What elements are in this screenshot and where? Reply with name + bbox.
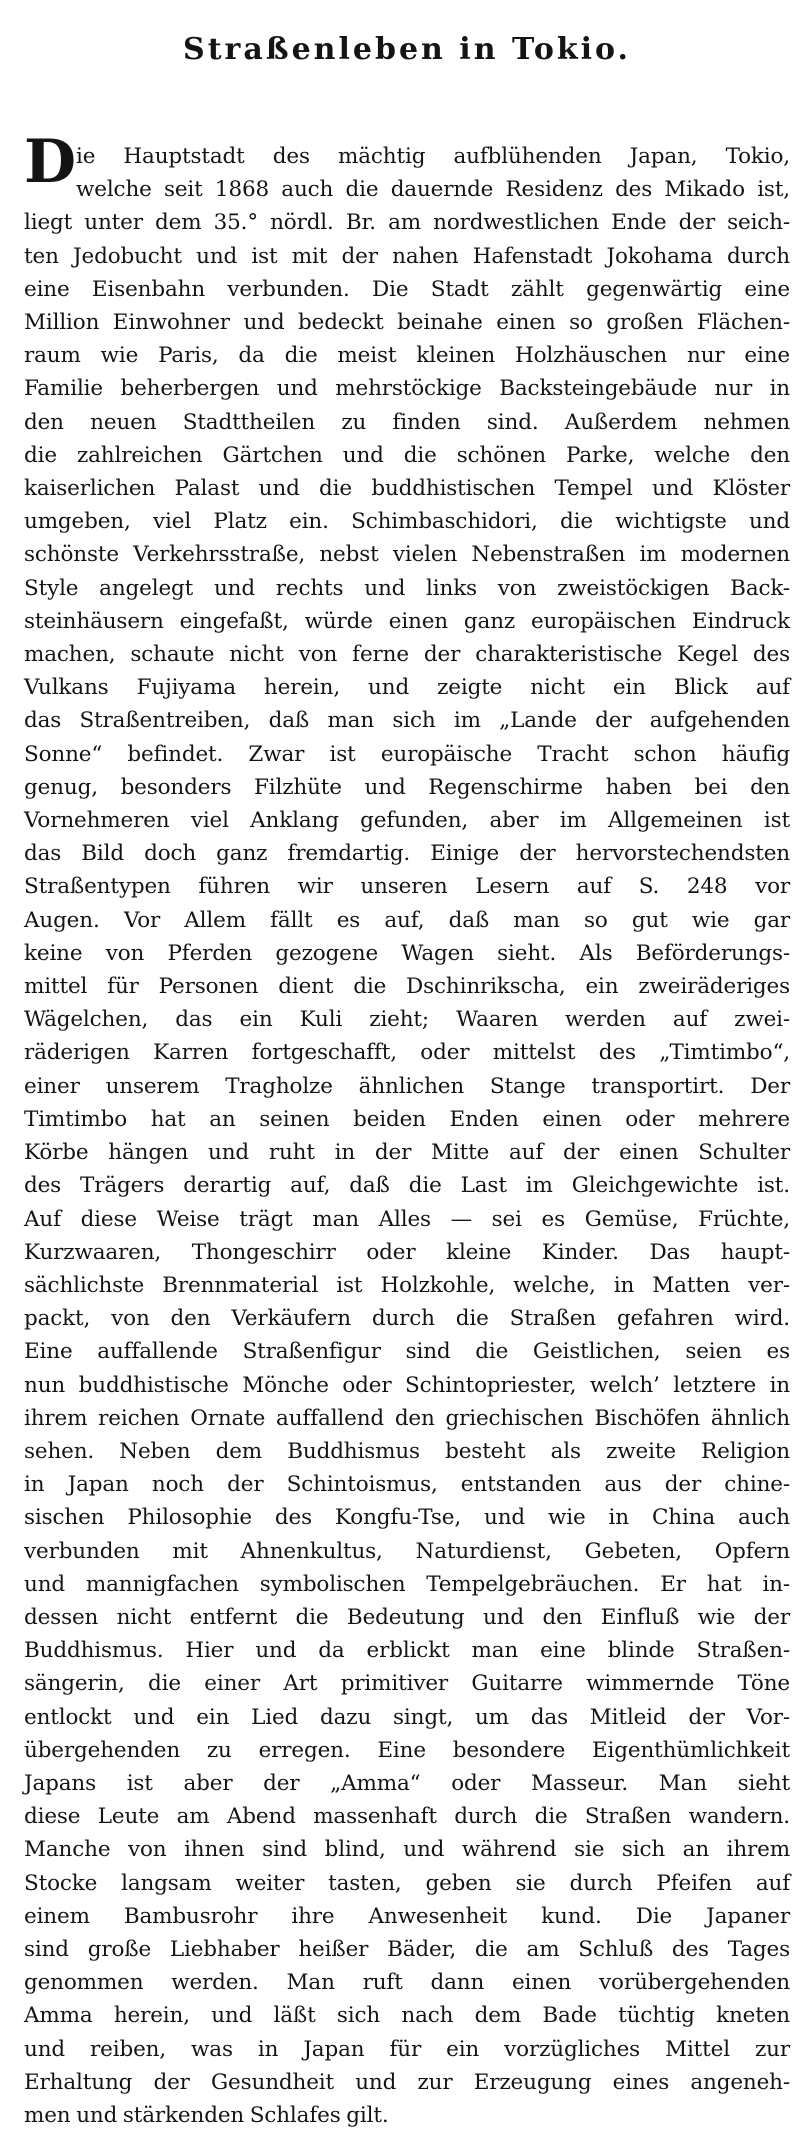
article-line: diese Leute am Abend massenhaft durch die Straßen wandern. xyxy=(24,1804,790,1830)
article-line: eine Eisenbahn verbunden. Die Stadt zählt gegenwärtig eine xyxy=(24,276,790,302)
article-line: welche seit 1868 auch die dauernde Residenz des Mikado ist, xyxy=(76,177,790,203)
article-line: Japans ist aber der „Amma“ oder Masseur. Man sieht xyxy=(24,1770,790,1796)
article-line: und reiben, was in Japan für ein vorzügliches Mittel zur xyxy=(24,2036,790,2062)
article-line: genug, besonders Filzhüte und Regenschirme haben bei den xyxy=(24,774,790,800)
drop-cap: D xyxy=(24,127,76,197)
article-line: Augen. Vor Allem fällt es auf, daß man so gut wie gar xyxy=(24,907,790,933)
article-line: nun buddhistische Mönche oder Schintopriester, welch’ letztere in xyxy=(24,1372,790,1398)
article-line: schönste Verkehrsstraße, nebst vielen Nebenstraßen im modernen xyxy=(24,542,790,568)
article-line: Buddhismus. Hier und da erblickt man eine blinde Straßen- xyxy=(24,1638,790,1664)
article-line: verbunden mit Ahnenkultus, Naturdienst, Gebeten, Opfern xyxy=(24,1538,790,1564)
article-line: keine von Pferden gezogene Wagen sieht. Als Beförderungs- xyxy=(24,940,790,966)
article-line: entlockt und ein Lied dazu singt, um das Mitleid der Vor- xyxy=(24,1704,790,1730)
article-line: Sonne“ befindet. Zwar ist europäische Tracht schon häufig xyxy=(24,741,790,767)
article-line: genommen werden. Man ruft dann einen vorübergehenden xyxy=(24,1970,790,1996)
article-line-text: ie Hauptstadt des mächtig aufblühenden Japan, Tokio, xyxy=(76,144,790,169)
article-line: Kurzwaaren, Thongeschirr oder kleine Kinder. Das haupt- xyxy=(24,1239,790,1265)
article-line: den neuen Stadttheilen zu finden sind. Außerdem nehmen xyxy=(24,409,790,435)
article-line: Erhaltung der Gesundheit und zur Erzeugung eines angeneh- xyxy=(24,2069,790,2095)
article-line: Körbe hängen und ruht in der Mitte auf der einen Schulter xyxy=(24,1140,790,1166)
article-line: einem Bambusrohr ihre Anwesenheit kund. Die Japaner xyxy=(24,1903,790,1929)
article-line: men und stärkenden Schlafes gilt. xyxy=(24,2102,389,2128)
article-line: ihrem reichen Ornate auffallend den griechischen Bischöfen ähnlich xyxy=(24,1405,790,1431)
article-line: räderigen Karren fortgeschafft, oder mittelst des „Timtimbo“, xyxy=(24,1040,790,1066)
article-line: steinhäusern eingefaßt, würde einen ganz europäischen Eindruck xyxy=(24,608,790,634)
article-line: die zahlreichen Gärtchen und die schönen Parke, welche den xyxy=(24,442,790,468)
article-line: einer unserem Tragholze ähnlichen Stange transportirt. Der xyxy=(24,1073,790,1099)
article-line: Straßentypen führen wir unseren Lesern auf S. 248 vor xyxy=(24,874,790,900)
article-line: liegt unter dem 35.° nördl. Br. am nordwestlichen Ende der seich- xyxy=(24,210,790,236)
article-line: umgeben, viel Platz ein. Schimbaschidori, die wichtigste und xyxy=(24,509,790,535)
article-line: das Straßentreiben, daß man sich im „Lande der aufgehenden xyxy=(24,708,790,734)
article-line: Stocke langsam weiter tasten, geben sie durch Pfeifen auf xyxy=(24,1870,790,1896)
article-line: Familie beherbergen und mehrstöckige Backsteingebäude nur in xyxy=(24,376,790,402)
article-line: Amma herein, und läßt sich nach dem Bade tüchtig kneten xyxy=(24,2003,790,2029)
article-line: und mannigfachen symbolischen Tempelgebräuchen. Er hat in- xyxy=(24,1571,790,1597)
article-line: machen, schaute nicht von ferne der charakteristische Kegel des xyxy=(24,642,790,668)
article-line: in Japan noch der Schintoismus, entstanden aus der chine- xyxy=(24,1472,790,1498)
article-line: sächlichste Brennmaterial ist Holzkohle, welche, in Matten ver- xyxy=(24,1272,790,1298)
article-line: kaiserlichen Palast und die buddhistischen Tempel und Klöster xyxy=(24,476,790,502)
article-line: mittel für Personen dient die Dschinrikscha, ein zweiräderiges xyxy=(24,974,790,1000)
article-title: Straßenleben in Tokio. xyxy=(183,32,631,67)
article-line: Vulkans Fujiyama herein, und zeigte nicht ein Blick auf xyxy=(24,675,790,701)
article-line: übergehenden zu erregen. Eine besondere Eigenthümlichkeit xyxy=(24,1737,790,1763)
article-line: Manche von ihnen sind blind, und während sie sich an ihrem xyxy=(24,1837,790,1863)
article-line: raum wie Paris, da die meist kleinen Holzhäuschen nur eine xyxy=(24,343,790,369)
article-line: Style angelegt und rechts und links von zweistöckigen Back- xyxy=(24,575,790,601)
article-line: Vornehmeren viel Anklang gefunden, aber im Allgemeinen ist xyxy=(24,808,790,834)
article-line: Auf diese Weise trägt man Alles — sei es Gemüse, Früchte, xyxy=(24,1206,790,1232)
article-line: Timtimbo hat an seinen beiden Enden einen oder mehrere xyxy=(24,1106,790,1132)
article-line: Million Einwohner und bedeckt beinahe einen so großen Flächen- xyxy=(24,310,790,336)
article-line: sängerin, die einer Art primitiver Guitarre wimmernde Töne xyxy=(24,1671,790,1697)
article-line: sischen Philosophie des Kongfu-Tse, und wie in China auch xyxy=(24,1505,790,1531)
article-line: des Trägers derartig auf, daß die Last im Gleichgewichte ist. xyxy=(24,1173,790,1199)
article-line: Eine auffallende Straßenfigur sind die Geistlichen, seien es xyxy=(24,1339,790,1365)
article-line: packt, von den Verkäufern durch die Straßen gefahren wird. xyxy=(24,1306,790,1332)
article-line: sehen. Neben dem Buddhismus besteht als zweite Religion xyxy=(24,1438,790,1464)
article-body xyxy=(24,127,790,2132)
article-line: ten Jedobucht und ist mit der nahen Hafenstadt Jokohama durch xyxy=(24,243,790,269)
article-line: Wägelchen, das ein Kuli zieht; Waaren werden auf zwei- xyxy=(24,1007,790,1033)
article-line: sind große Liebhaber heißer Bäder, die am Schluß des Tages xyxy=(24,1936,790,1962)
article-line: das Bild doch ganz fremdartig. Einige der hervorstechendsten xyxy=(24,841,790,867)
article-line: dessen nicht entfernt die Bedeutung und den Einfluß wie der xyxy=(24,1604,790,1630)
